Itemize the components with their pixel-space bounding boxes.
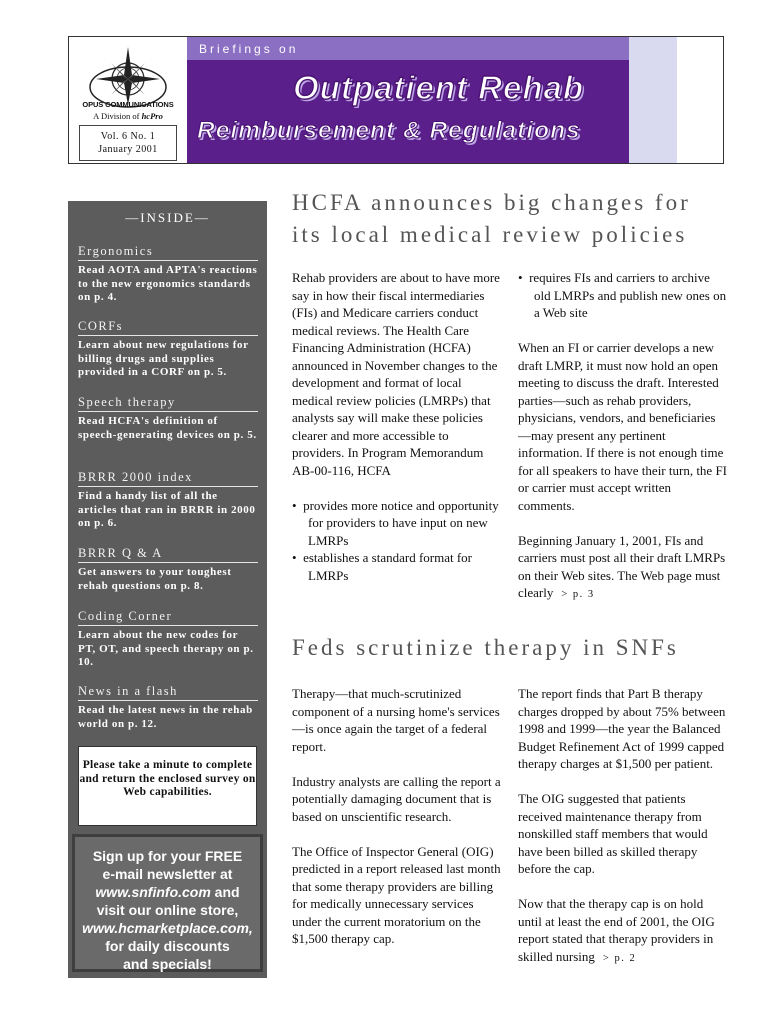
section-body: Find a handy list of all the articles that ran in BRRR in 2000 on p. 6. [78, 490, 256, 529]
signup-line: e-mail newsletter at [102, 866, 233, 882]
article2-paragraph: Now that the therapy cap is on hold until at least the end of 2001, the OIG report stated that therapy providers in skilled nursing > p. 2 [518, 896, 715, 964]
newsletter-signup-box [72, 834, 263, 972]
article1-continued-link[interactable]: > p. 3 [561, 589, 595, 600]
issue-info [79, 125, 177, 161]
article1-headline: HCFA announces big changes for its local medical review policies [292, 190, 691, 247]
signup-line: www.snfinfo.com and [95, 884, 240, 900]
section-title: Ergonomics [78, 244, 258, 261]
section-body: Learn about the new codes for PT, OT, and speech therapy on p. 10. [78, 629, 254, 668]
article2-paragraph: The OIG suggested that patients received maintenance therapy from nonskilled staff members that would have been billed as skilled therapy before the cap. [518, 791, 708, 876]
article2-column1 [292, 685, 502, 948]
article1-bullet: • establishes a standard format for LMRPs [292, 550, 473, 583]
briefing-label: Briefings on [187, 37, 677, 60]
section-title: Coding Corner [78, 609, 258, 626]
section-body: Read AOTA and APTA's reactions to the new ergonomics standards on p. 4. [78, 264, 258, 303]
section-title: CORFs [78, 319, 258, 336]
issue-date: January 2001 [98, 144, 158, 155]
issue-volume: Vol. 6 No. 1 [100, 131, 156, 142]
newsletter-title-line1: Outpatient Rehab [293, 69, 585, 106]
signup-line: Sign up for your FREE [92, 848, 243, 864]
banner-accent-strip [629, 37, 677, 163]
article1-column1 [292, 269, 502, 584]
article2-paragraph: Industry analysts are calling the report a potentially damaging document that is based on unscientific research. [292, 773, 501, 824]
article2-paragraph: The Office of Inspector General (OIG) predicted in a report released last month that some therapy providers are billing for medically unnecessary services under the current moratorium on the $1,500 therapy cap. [292, 843, 501, 946]
section-title: BRRR 2000 index [78, 470, 258, 487]
article1-column2 [518, 269, 728, 604]
section-title: BRRR Q & A [78, 546, 258, 563]
article1-paragraph: Rehab providers are about to have more say in how their fiscal intermediaries (FIs) and Medicare carriers conduct medical reviews. The Health Care Financing Administration (HCFA) announced in November changes to the development and format of local medical review policies (LMRPs) that analysts say will make these policies clearer and more accessible to providers. In Program Memorandum AB-00-116, HCFA [292, 270, 500, 478]
signup-line: and specials! [123, 956, 212, 972]
inside-sidebar [68, 201, 267, 978]
article1-bullet: • provides more notice and opportunity for providers to have input on new LMRPs [292, 497, 499, 548]
signup-line: visit our online store, [96, 902, 239, 918]
article1-paragraph: When an FI or carrier develops a new draft LMRP, it must now hold an open meeting to discuss the draft. Interested parties—such as rehab providers, physicians, vendors, and beneficiaries—may present any pertinent information. If there is not enough time for all speakers to have their turn, the FI or carrier must accept written comments. [518, 340, 728, 513]
article1-paragraph: Beginning January 1, 2001, FIs and carriers must post all their draft LMRPs on their Web sites. The Web page must clearly > p. 3 [518, 532, 726, 600]
article1-bullet: • requires FIs and carriers to archive old LMRPs and publish new ones on a Web site [518, 270, 727, 320]
sidebar-section-ergonomics [78, 244, 258, 305]
article2-continued-link[interactable]: > p. 2 [602, 952, 637, 964]
section-body: Learn about new regulations for billing drugs and supplies provided in a CORF on p. 5. [78, 339, 249, 378]
publisher-division: A Division of hcPro [93, 111, 163, 121]
signup-line: for daily discounts [105, 938, 230, 954]
inside-heading: —INSIDE— [125, 210, 210, 225]
sidebar-section-speech-therapy [78, 395, 258, 442]
article2-column2 [518, 685, 728, 967]
section-title: News in a flash [78, 684, 258, 701]
section-body: Get answers to your toughest rehab questions on p. 8. [78, 566, 232, 592]
masthead [68, 36, 724, 164]
snfinfo-link[interactable]: www.snfinfo.com [95, 884, 211, 900]
title-banner [187, 37, 677, 163]
newsletter-title-line2: Reimbursement & Regulations [197, 117, 581, 144]
sidebar-section-coding-corner [78, 609, 258, 670]
article2-paragraph: The report finds that Part B therapy charges dropped by about 75% between 1998 and 1999—the year the Balanced Budget Refinement Act of 1999 capped therapy charges at $1,500 per patient. [518, 686, 726, 771]
sidebar-section-brrr-qa [78, 546, 258, 593]
sidebar-section-corfs [78, 319, 258, 380]
sidebar-section-news-flash [78, 684, 258, 731]
section-title: Speech therapy [78, 395, 258, 412]
sidebar-section-brrr-index [78, 470, 258, 531]
publisher-logo [69, 37, 187, 163]
publisher-name: OPUS COMMUNICATIONS [82, 100, 174, 109]
section-body: Read HCFA's definition of speech-generating devices on p. 5. [78, 415, 257, 441]
section-body: Read the latest news in the rehab world on p. 12. [78, 704, 253, 730]
article2-headline: Feds scrutinize therapy in SNFs [292, 635, 679, 660]
survey-notice: Please take a minute to complete and return the enclosed survey on Web capabilities. [78, 746, 257, 826]
article2-paragraph: Therapy—that much-scrutinized component of a nursing home's services—is once again the target of a federal report. [292, 686, 500, 754]
hcmarketplace-link[interactable]: www.hcmarketplace.com, [82, 920, 253, 936]
